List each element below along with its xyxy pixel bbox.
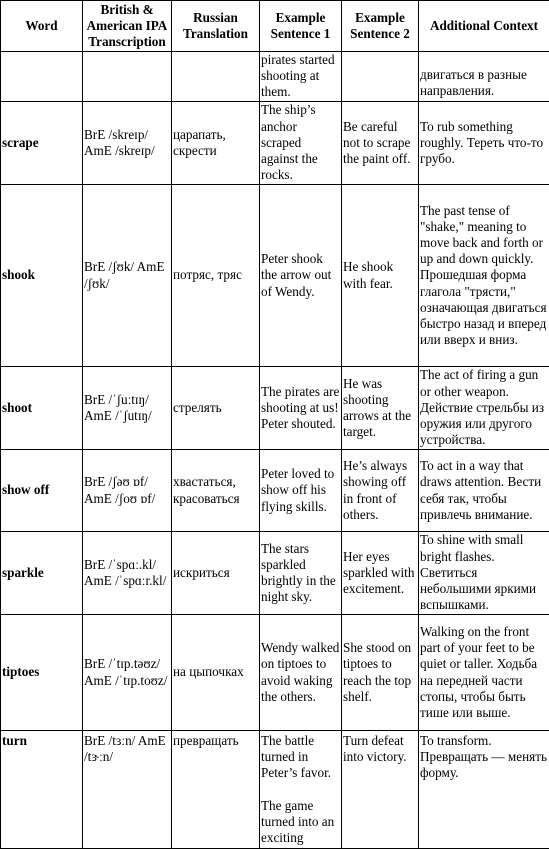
table-row-sparkle (1, 532, 549, 615)
russian-cell: царапать, скрести (172, 102, 260, 185)
russian-cell: потряс, тряс (172, 185, 260, 367)
sentence2-cell: He shook with fear. (342, 185, 419, 367)
sentence2-cell (342, 52, 419, 102)
table-row-tiptoes (1, 615, 549, 731)
word-cell: turn (1, 731, 83, 849)
ipa-cell: BrE /skreɪp/ AmE /skreɪp/ (83, 102, 172, 185)
sentence2-cell: He’s always showing off in front of others. (342, 450, 419, 532)
sentence1-cell: Wendy walked on tiptoes to avoid waking the others. (260, 615, 342, 731)
ipa-cell: BrE /tɜːn/ AmE /tɝːn/ (83, 731, 172, 849)
word-cell: sparkle (1, 532, 83, 615)
header-sentence2: Example Sentence 2 (342, 1, 419, 52)
sentence2-cell: She stood on tiptoes to reach the top shelf. (342, 615, 419, 731)
paragraph-gap (261, 782, 340, 798)
header-sentence1: Example Sentence 1 (260, 1, 342, 52)
context-cell: The past tense of "shake," meaning to move back and forth or up and down quickly. Прошедшая форма глагола "трясти," означающая двигаться быстро назад и вперед или вверх и вниз. (419, 185, 549, 367)
ipa-cell (83, 52, 172, 102)
context-cell: To act in a way that draws attention. Вести себя так, чтобы привлечь внимание. (419, 450, 549, 532)
context-cell: To rub something roughly. Тереть что-то грубо. (419, 102, 549, 185)
sentence1-cell: pirates started shooting at them. (260, 52, 342, 102)
russian-cell: хвастаться, красоваться (172, 450, 260, 532)
russian-cell: стрелять (172, 367, 260, 450)
sentence1-cell: Peter loved to show off his flying skills. (260, 450, 342, 532)
word-cell (1, 52, 83, 102)
ipa-cell: BrE /ʃʊk/ AmE /ʃʊk/ (83, 185, 172, 367)
header-context: Additional Context (419, 1, 549, 52)
sentence2-cell: Turn defeat into victory. (342, 731, 419, 849)
table-row-shook (1, 185, 549, 367)
table-row-shoot (1, 367, 549, 450)
sentence2-cell: He was shooting arrows at the target. (342, 367, 419, 450)
word-cell: shoot (1, 367, 83, 450)
sentence1-cell: The ship’s anchor scraped against the rocks. (260, 102, 342, 185)
sentence1-cell: The pirates are shooting at us! Peter shouted. (260, 367, 342, 450)
header-ipa: British & American IPA Transcription (83, 1, 172, 52)
table-row-show-off (1, 450, 549, 532)
table-row-scrape (1, 102, 549, 185)
sentence1-cell (260, 731, 342, 849)
sentence1-cell: The stars sparkled brightly in the night sky. (260, 532, 342, 615)
word-cell: tiptoes (1, 615, 83, 731)
word-cell: scrape (1, 102, 83, 185)
header-row (1, 1, 549, 52)
header-word: Word (1, 1, 83, 52)
sentence1-cell: Peter shook the arrow out of Wendy. (260, 185, 342, 367)
sentence1-part-a: The battle turned in Peter’s favor. (261, 733, 331, 780)
word-cell: shook (1, 185, 83, 367)
russian-cell: искриться (172, 532, 260, 615)
context-cell: Walking on the front part of your feet to be quiet or taller. Ходьба на передней части стопы, чтобы быть тише или выше. (419, 615, 549, 731)
sentence2-cell: Her eyes sparkled with excitement. (342, 532, 419, 615)
sentence1-part-b: The game turned into an exciting (261, 798, 334, 845)
ipa-cell: BrE /ˈspɑː.kl/ AmE /ˈspɑːr.kl/ (83, 532, 172, 615)
table-row-turn (1, 731, 549, 849)
context-cell: To transform. Превращать — менять форму. (419, 731, 549, 849)
table-row-continued (1, 52, 549, 102)
context-cell: To shine with small bright flashes. Светиться небольшими яркими вспышками. (419, 532, 549, 615)
ipa-cell: BrE /ˈʃuːtɪŋ/ AmE /ˈʃutɪŋ/ (83, 367, 172, 450)
header-russian: Russian Translation (172, 1, 260, 52)
russian-cell (172, 52, 260, 102)
russian-cell: превращать (172, 731, 260, 849)
sentence2-cell: Be careful not to scrape the paint off. (342, 102, 419, 185)
context-cell: двигаться в разные направления. (419, 52, 549, 102)
russian-cell: на цыпочках (172, 615, 260, 731)
ipa-cell: BrE /ʃəʊ ɒf/ AmE /ʃoʊ ɒf/ (83, 450, 172, 532)
word-cell: show off (1, 450, 83, 532)
context-cell: The act of firing a gun or other weapon. Действие стрельбы из оружия или другого устройства. (419, 367, 549, 450)
ipa-cell: BrE /ˈtɪp.təʊz/ AmE /ˈtɪp.toʊz/ (83, 615, 172, 731)
